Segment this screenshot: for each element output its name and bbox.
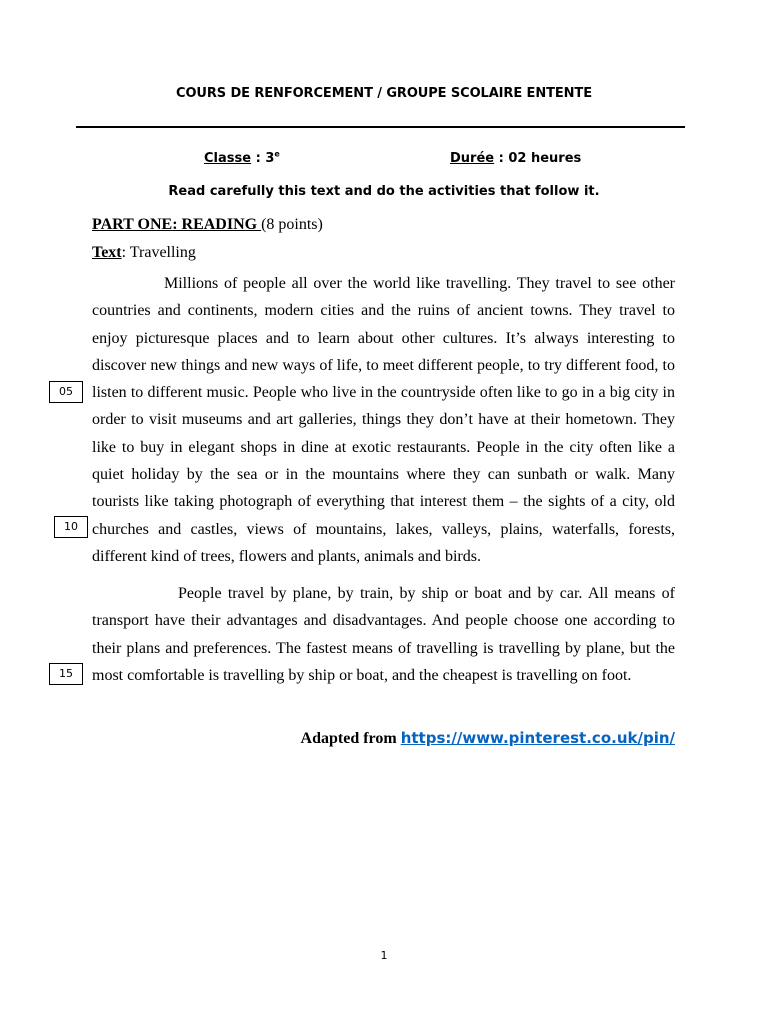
class-label: Classe: [204, 151, 252, 166]
line-number-marker: 15: [49, 663, 83, 685]
class-separator: :: [251, 151, 266, 166]
duration-value: : 02 heures: [494, 151, 582, 166]
reading-paragraph-2: People travel by plane, by train, by ship or boat and by car. All means of transport have their advantages and disadvantages. And people choose one according to their plans and preferences. The fastest means of travelling is travelling by plane, but the most comfortable is travelling by ship or boat, and the cheapest is travelling on foot.: [92, 585, 675, 684]
text-label: Text: [92, 244, 122, 261]
text-title-line: [92, 244, 196, 262]
part-points: (8 points): [261, 216, 323, 233]
document-header-title: COURS DE RENFORCEMENT / GROUPE SCOLAIRE ENTENTE: [176, 86, 592, 101]
instruction-text: Read carefully this text and do the activities that follow it.: [168, 184, 600, 199]
class-value: 3: [265, 151, 275, 166]
part-heading: PART ONE: [92, 216, 173, 233]
part-one-heading: [92, 216, 323, 234]
source-attribution: [301, 729, 675, 748]
duration-info: [450, 151, 581, 166]
page-number: 1: [380, 949, 388, 962]
class-superscript: e: [274, 149, 280, 159]
reading-paragraph-1: Millions of people all over the world like travelling. They travel to see other countries and continents, modern cities and the ruins of ancient towns. They travel to enjoy picturesque places and to learn about other cultures. It’s always interesting to discover new things and new ways of life, to meet different people, to try different food, to listen to different music. People who live in the countryside often like to go in a big city in order to visit museums and art galleries, things they don’t have at their hometown. They like to buy in elegant shops in dine at exotic restaurants. People in the city often like a quiet holiday by the sea or in the mountains where they can sunbath or walk. Many tourists like taking photograph of everything that interest them – the sights of a city, old churches and castles, views of mountains, lakes, valleys, plains, waterfalls, forests, different kind of trees, flowers and plants, animals and birds.: [92, 275, 675, 565]
part-title: : READING: [172, 216, 262, 233]
duration-label: Durée: [450, 151, 495, 166]
line-number-marker: 10: [54, 516, 88, 538]
source-link[interactable]: https://www.pinterest.co.uk/pin/: [400, 729, 675, 747]
header-divider: [76, 126, 685, 128]
class-info: [204, 151, 280, 166]
line-number-marker: 05: [49, 381, 83, 403]
text-title: : Travelling: [121, 244, 196, 261]
source-label: Adapted from: [300, 730, 401, 747]
